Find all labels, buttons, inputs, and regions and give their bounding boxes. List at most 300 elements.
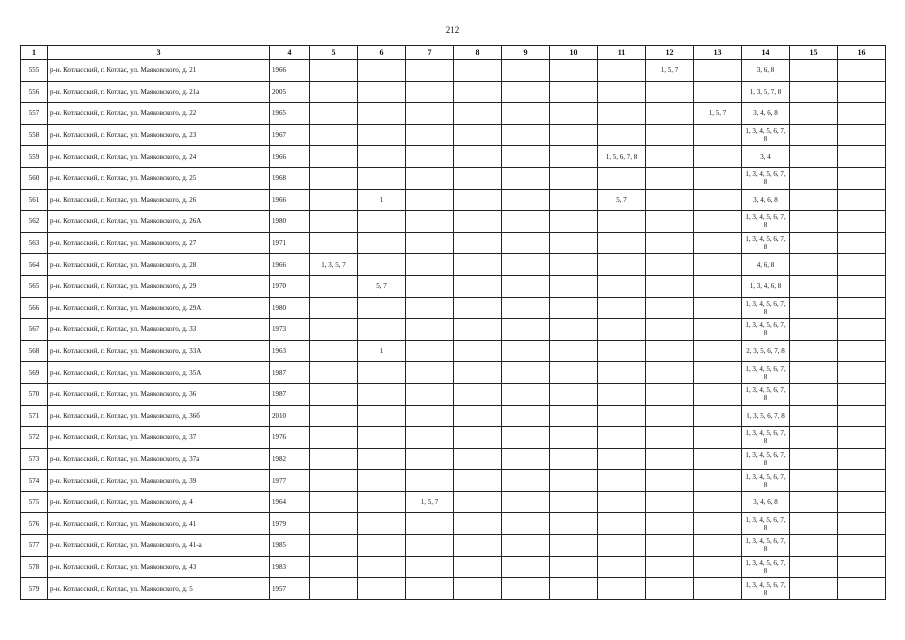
year-cell: 1966 (270, 189, 310, 211)
address-cell: р-н. Котласский, г. Котлас, ул. Маяковского, д. 39 (48, 470, 270, 492)
table-row (21, 470, 886, 492)
column-10-cell (550, 383, 598, 405)
column-header-10: 12 (646, 46, 694, 60)
column-5-cell (310, 556, 358, 578)
column-6-cell (358, 167, 406, 189)
column-11-cell (598, 427, 646, 449)
year-cell: 1968 (270, 167, 310, 189)
register-table (20, 45, 886, 600)
column-9-cell (502, 405, 550, 427)
column-14-cell: 1, 3, 4, 5, 6, 7, 8 (742, 427, 790, 449)
column-8-cell (454, 427, 502, 449)
column-5-cell: 1, 3, 5, 7 (310, 254, 358, 276)
column-9-cell (502, 275, 550, 297)
column-11-cell (598, 254, 646, 276)
column-5-cell (310, 448, 358, 470)
column-12-cell (646, 578, 694, 600)
column-8-cell (454, 124, 502, 146)
column-14-cell: 1, 3, 4, 5, 6, 7, 8 (742, 319, 790, 341)
column-16-cell (838, 556, 886, 578)
column-14-cell: 1, 3, 4, 5, 6, 7, 8 (742, 362, 790, 384)
column-6-cell (358, 319, 406, 341)
row-number: 574 (21, 470, 48, 492)
column-5-cell (310, 275, 358, 297)
column-10-cell (550, 448, 598, 470)
column-16-cell (838, 491, 886, 513)
column-15-cell (790, 103, 838, 125)
column-10-cell (550, 103, 598, 125)
column-11-cell (598, 448, 646, 470)
column-14-cell: 2, 3, 5, 6, 7, 8 (742, 340, 790, 362)
column-14-cell: 1, 3, 4, 5, 6, 7, 8 (742, 232, 790, 254)
column-12-cell: 1, 5, 7 (646, 60, 694, 82)
column-7-cell (406, 146, 454, 168)
column-9-cell (502, 81, 550, 103)
column-header-13: 15 (790, 46, 838, 60)
column-8-cell (454, 167, 502, 189)
column-13-cell (694, 189, 742, 211)
column-7-cell (406, 383, 454, 405)
column-5-cell (310, 319, 358, 341)
row-number: 576 (21, 513, 48, 535)
column-14-cell: 1, 3, 4, 5, 6, 7, 8 (742, 470, 790, 492)
column-9-cell (502, 60, 550, 82)
column-13-cell (694, 383, 742, 405)
page-number: 212 (445, 25, 460, 35)
column-header-9: 11 (598, 46, 646, 60)
column-11-cell (598, 556, 646, 578)
column-11-cell (598, 167, 646, 189)
column-7-cell (406, 535, 454, 557)
column-8-cell (454, 448, 502, 470)
column-13-cell (694, 491, 742, 513)
column-12-cell (646, 448, 694, 470)
column-6-cell: 5, 7 (358, 275, 406, 297)
column-14-cell: 3, 4, 6, 8 (742, 491, 790, 513)
column-8-cell (454, 578, 502, 600)
column-16-cell (838, 362, 886, 384)
column-14-cell: 1, 3, 5, 7, 8 (742, 81, 790, 103)
column-9-cell (502, 254, 550, 276)
row-number: 561 (21, 189, 48, 211)
column-header-4: 6 (358, 46, 406, 60)
column-15-cell (790, 578, 838, 600)
column-10-cell (550, 535, 598, 557)
column-header-3: 5 (310, 46, 358, 60)
column-15-cell (790, 297, 838, 319)
column-10-cell (550, 167, 598, 189)
column-10-cell (550, 470, 598, 492)
column-8-cell (454, 275, 502, 297)
address-cell: р-н. Котласский, г. Котлас, ул. Маяковского, д. 35А (48, 362, 270, 384)
column-11-cell (598, 383, 646, 405)
column-7-cell (406, 232, 454, 254)
column-16-cell (838, 535, 886, 557)
column-10-cell (550, 405, 598, 427)
table-row (21, 578, 886, 600)
column-6-cell (358, 427, 406, 449)
column-5-cell (310, 103, 358, 125)
column-12-cell (646, 211, 694, 233)
year-cell: 1973 (270, 319, 310, 341)
column-header-6: 8 (454, 46, 502, 60)
column-6-cell (358, 405, 406, 427)
column-15-cell (790, 319, 838, 341)
column-5-cell (310, 362, 358, 384)
column-11-cell (598, 513, 646, 535)
column-header-1: 3 (48, 46, 270, 60)
year-cell: 2005 (270, 81, 310, 103)
column-12-cell (646, 232, 694, 254)
column-12-cell (646, 146, 694, 168)
column-15-cell (790, 211, 838, 233)
column-9-cell (502, 146, 550, 168)
column-5-cell (310, 146, 358, 168)
column-8-cell (454, 211, 502, 233)
row-number: 577 (21, 535, 48, 557)
column-9-cell (502, 491, 550, 513)
address-cell: р-н. Котласский, г. Котлас, ул. Маяковского, д. 21 (48, 60, 270, 82)
column-13-cell (694, 146, 742, 168)
table-row (21, 211, 886, 233)
column-11-cell: 1, 5, 6, 7, 8 (598, 146, 646, 168)
column-7-cell: 1, 5, 7 (406, 491, 454, 513)
column-15-cell (790, 167, 838, 189)
column-5-cell (310, 491, 358, 513)
column-11-cell (598, 297, 646, 319)
column-8-cell (454, 103, 502, 125)
column-9-cell (502, 232, 550, 254)
column-5-cell (310, 535, 358, 557)
column-7-cell (406, 340, 454, 362)
row-number: 567 (21, 319, 48, 341)
column-11-cell (598, 211, 646, 233)
column-14-cell: 1, 3, 4, 5, 6, 7, 8 (742, 448, 790, 470)
column-13-cell (694, 232, 742, 254)
column-9-cell (502, 556, 550, 578)
column-15-cell (790, 232, 838, 254)
column-8-cell (454, 383, 502, 405)
column-16-cell (838, 232, 886, 254)
address-cell: р-н. Котласский, г. Котлас, ул. Маяковского, д. 29А (48, 297, 270, 319)
column-16-cell (838, 81, 886, 103)
column-13-cell (694, 60, 742, 82)
column-16-cell (838, 167, 886, 189)
column-11-cell (598, 578, 646, 600)
column-6-cell (358, 232, 406, 254)
column-7-cell (406, 362, 454, 384)
row-number: 573 (21, 448, 48, 470)
column-7-cell (406, 427, 454, 449)
column-7-cell (406, 124, 454, 146)
column-6-cell (358, 124, 406, 146)
table-row (21, 124, 886, 146)
column-12-cell (646, 103, 694, 125)
column-13-cell (694, 448, 742, 470)
address-cell: р-н. Котласский, г. Котлас, ул. Маяковского, д. 41 (48, 513, 270, 535)
column-7-cell (406, 470, 454, 492)
column-14-cell: 1, 3, 4, 5, 6, 7, 8 (742, 535, 790, 557)
address-cell: р-н. Котласский, г. Котлас, ул. Маяковского, д. 28 (48, 254, 270, 276)
address-cell: р-н. Котласский, г. Котлас, ул. Маяковского, д. 37 (48, 427, 270, 449)
table-row (21, 103, 886, 125)
table-row (21, 297, 886, 319)
column-15-cell (790, 405, 838, 427)
row-number: 560 (21, 167, 48, 189)
column-8-cell (454, 254, 502, 276)
column-12-cell (646, 362, 694, 384)
column-14-cell: 3, 6, 8 (742, 60, 790, 82)
year-cell: 1966 (270, 254, 310, 276)
address-cell: р-н. Котласский, г. Котлас, ул. Маяковского, д. 22 (48, 103, 270, 125)
table-row (21, 362, 886, 384)
column-10-cell (550, 60, 598, 82)
column-12-cell (646, 189, 694, 211)
column-9-cell (502, 448, 550, 470)
year-cell: 1957 (270, 578, 310, 600)
column-12-cell (646, 297, 694, 319)
year-cell: 1982 (270, 448, 310, 470)
column-12-cell (646, 405, 694, 427)
column-9-cell (502, 362, 550, 384)
column-8-cell (454, 513, 502, 535)
column-10-cell (550, 146, 598, 168)
column-14-cell: 3, 4, 6, 8 (742, 103, 790, 125)
column-15-cell (790, 470, 838, 492)
column-15-cell (790, 254, 838, 276)
column-9-cell (502, 578, 550, 600)
column-16-cell (838, 405, 886, 427)
row-number: 557 (21, 103, 48, 125)
address-cell: р-н. Котласский, г. Котлас, ул. Маяковского, д. 29 (48, 275, 270, 297)
column-7-cell (406, 254, 454, 276)
year-cell: 1971 (270, 232, 310, 254)
year-cell: 2010 (270, 405, 310, 427)
column-15-cell (790, 124, 838, 146)
column-16-cell (838, 254, 886, 276)
column-11-cell (598, 60, 646, 82)
column-7-cell (406, 297, 454, 319)
column-10-cell (550, 578, 598, 600)
address-cell: р-н. Котласский, г. Котлас, ул. Маяковского, д. 5 (48, 578, 270, 600)
column-6-cell (358, 146, 406, 168)
column-6-cell (358, 60, 406, 82)
column-header-14: 16 (838, 46, 886, 60)
column-11-cell (598, 470, 646, 492)
column-15-cell (790, 275, 838, 297)
year-cell: 1966 (270, 60, 310, 82)
column-7-cell (406, 578, 454, 600)
column-15-cell (790, 448, 838, 470)
table-body (21, 60, 886, 600)
column-13-cell (694, 470, 742, 492)
year-cell: 1979 (270, 513, 310, 535)
column-16-cell (838, 124, 886, 146)
column-15-cell (790, 491, 838, 513)
header-row (21, 46, 886, 60)
table-row (21, 275, 886, 297)
column-10-cell (550, 491, 598, 513)
column-11-cell (598, 103, 646, 125)
column-11-cell (598, 319, 646, 341)
row-number: 572 (21, 427, 48, 449)
column-6-cell (358, 103, 406, 125)
row-number: 562 (21, 211, 48, 233)
column-11-cell (598, 275, 646, 297)
column-13-cell (694, 254, 742, 276)
column-14-cell: 1, 3, 4, 5, 6, 7, 8 (742, 556, 790, 578)
column-13-cell (694, 535, 742, 557)
column-8-cell (454, 146, 502, 168)
table-row (21, 556, 886, 578)
column-7-cell (406, 103, 454, 125)
column-16-cell (838, 470, 886, 492)
column-15-cell (790, 535, 838, 557)
row-number: 569 (21, 362, 48, 384)
column-13-cell (694, 81, 742, 103)
column-11-cell (598, 232, 646, 254)
column-header-5: 7 (406, 46, 454, 60)
column-5-cell (310, 470, 358, 492)
column-5-cell (310, 124, 358, 146)
column-10-cell (550, 124, 598, 146)
column-15-cell (790, 556, 838, 578)
column-14-cell: 4, 6, 8 (742, 254, 790, 276)
column-6-cell (358, 513, 406, 535)
column-9-cell (502, 383, 550, 405)
address-cell: р-н. Котласский, г. Котлас, ул. Маяковского, д. 26 (48, 189, 270, 211)
column-12-cell (646, 254, 694, 276)
column-9-cell (502, 513, 550, 535)
column-13-cell (694, 362, 742, 384)
column-5-cell (310, 427, 358, 449)
column-15-cell (790, 60, 838, 82)
row-number: 564 (21, 254, 48, 276)
column-14-cell: 3, 4 (742, 146, 790, 168)
column-13-cell (694, 427, 742, 449)
column-6-cell (358, 297, 406, 319)
address-cell: р-н. Котласский, г. Котлас, ул. Маяковского, д. 33 (48, 319, 270, 341)
year-cell: 1987 (270, 362, 310, 384)
column-12-cell (646, 513, 694, 535)
row-number: 559 (21, 146, 48, 168)
column-7-cell (406, 60, 454, 82)
column-16-cell (838, 189, 886, 211)
column-5-cell (310, 513, 358, 535)
address-cell: р-н. Котласский, г. Котлас, ул. Маяковского, д. 23 (48, 124, 270, 146)
column-header-12: 14 (742, 46, 790, 60)
column-13-cell (694, 124, 742, 146)
column-6-cell: 1 (358, 340, 406, 362)
column-16-cell (838, 211, 886, 233)
column-5-cell (310, 383, 358, 405)
column-8-cell (454, 491, 502, 513)
column-11-cell (598, 340, 646, 362)
column-14-cell: 1, 3, 4, 5, 6, 7, 8 (742, 578, 790, 600)
column-10-cell (550, 254, 598, 276)
column-10-cell (550, 81, 598, 103)
row-number: 555 (21, 60, 48, 82)
column-10-cell (550, 232, 598, 254)
column-10-cell (550, 427, 598, 449)
column-12-cell (646, 470, 694, 492)
column-8-cell (454, 362, 502, 384)
column-10-cell (550, 340, 598, 362)
column-header-2: 4 (270, 46, 310, 60)
column-6-cell (358, 448, 406, 470)
column-9-cell (502, 103, 550, 125)
column-13-cell (694, 556, 742, 578)
column-5-cell (310, 578, 358, 600)
row-number: 578 (21, 556, 48, 578)
table-row (21, 232, 886, 254)
address-cell: р-н. Котласский, г. Котлас, ул. Маяковского, д. 25 (48, 167, 270, 189)
row-number: 571 (21, 405, 48, 427)
year-cell: 1967 (270, 124, 310, 146)
column-6-cell (358, 535, 406, 557)
year-cell: 1980 (270, 297, 310, 319)
table-row (21, 405, 886, 427)
column-6-cell (358, 578, 406, 600)
year-cell: 1977 (270, 470, 310, 492)
table-row (21, 167, 886, 189)
column-13-cell (694, 340, 742, 362)
column-7-cell (406, 556, 454, 578)
column-15-cell (790, 513, 838, 535)
address-cell: р-н. Котласский, г. Котлас, ул. Маяковского, д. 43 (48, 556, 270, 578)
column-14-cell: 1, 3, 4, 5, 6, 7, 8 (742, 211, 790, 233)
column-8-cell (454, 340, 502, 362)
column-8-cell (454, 470, 502, 492)
table-row (21, 189, 886, 211)
row-number: 563 (21, 232, 48, 254)
column-7-cell (406, 513, 454, 535)
column-11-cell (598, 362, 646, 384)
row-number: 566 (21, 297, 48, 319)
column-12-cell (646, 383, 694, 405)
column-8-cell (454, 556, 502, 578)
column-12-cell (646, 535, 694, 557)
column-14-cell: 1, 3, 4, 5, 6, 7, 8 (742, 297, 790, 319)
column-11-cell (598, 535, 646, 557)
year-cell: 1966 (270, 146, 310, 168)
column-16-cell (838, 383, 886, 405)
column-5-cell (310, 167, 358, 189)
column-7-cell (406, 275, 454, 297)
address-cell: р-н. Котласский, г. Котлас, ул. Маяковского, д. 41-а (48, 535, 270, 557)
column-7-cell (406, 167, 454, 189)
year-cell: 1987 (270, 383, 310, 405)
column-5-cell (310, 211, 358, 233)
column-10-cell (550, 189, 598, 211)
column-12-cell (646, 319, 694, 341)
column-11-cell: 5, 7 (598, 189, 646, 211)
column-13-cell (694, 297, 742, 319)
column-9-cell (502, 535, 550, 557)
column-8-cell (454, 60, 502, 82)
column-16-cell (838, 448, 886, 470)
column-15-cell (790, 146, 838, 168)
column-13-cell: 1, 5, 7 (694, 103, 742, 125)
column-6-cell: 1 (358, 189, 406, 211)
column-16-cell (838, 146, 886, 168)
column-6-cell (358, 211, 406, 233)
column-9-cell (502, 297, 550, 319)
column-14-cell: 1, 3, 4, 5, 6, 7, 8 (742, 167, 790, 189)
row-number: 579 (21, 578, 48, 600)
column-11-cell (598, 81, 646, 103)
column-7-cell (406, 405, 454, 427)
